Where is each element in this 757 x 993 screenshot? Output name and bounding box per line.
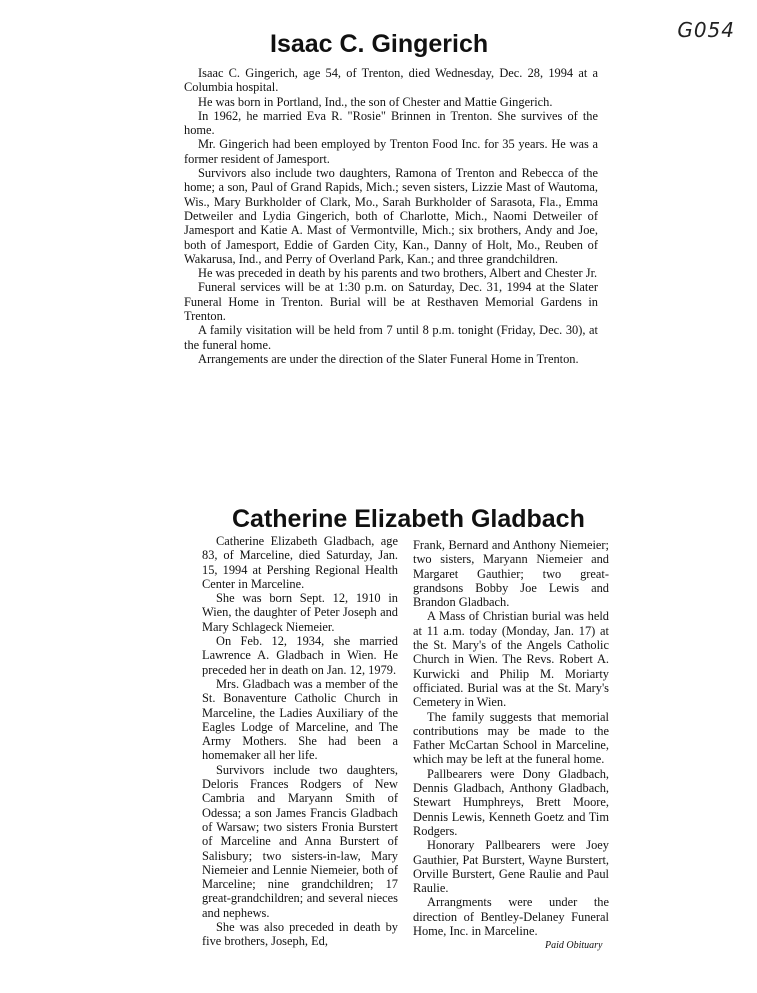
- obituary-1-paragraph: In 1962, he married Eva R. "Rosie" Brinnen in Trenton. She survives of the home.: [184, 108, 598, 138]
- handwritten-page-mark: G054: [677, 18, 735, 42]
- obituary-1-paragraph: Isaac C. Gingerich, age 54, of Trenton, died Wednesday, Dec. 28, 1994 at a Columbia hospital.: [184, 66, 598, 95]
- obituary-2-continuation: Frank, Bernard and Anthony Niemeier; two sisters, Maryann Niemeier and Margaret Gauthier; two great-grandsons Bobby Joe Lewis and Brandon Gladbach.: [413, 538, 609, 610]
- obituary-2-paragraph: Pallbearers were Dony Gladbach, Dennis Gladbach, Anthony Gladbach, Stewart Humphreys, Brett Moore, Dennis Lewis, Kenneth Goetz and Tim Rodgers.: [413, 766, 609, 838]
- obituary-2-paragraph: She was also preceded in death by five brothers, Joseph, Ed,: [202, 920, 398, 949]
- obituary-2-right-column: [413, 538, 609, 938]
- obituary-2-left-column: [202, 534, 398, 949]
- obituary-2-paragraph: The family suggests that memorial contributions may be made to the Father McCartan School in Marceline, which may be left at the funeral home.: [413, 709, 609, 767]
- obituary-1-headline: Isaac C. Gingerich: [270, 30, 489, 58]
- obituary-1-paragraph: Funeral services will be at 1:30 p.m. on Saturday, Dec. 31, 1994 at the Slater Funeral Home in Trenton. Burial will be at Resthaven Memorial Gardens in Trenton.: [184, 280, 598, 324]
- obituary-2-paragraph: She was born Sept. 12, 1910 in Wien, the daughter of Peter Joseph and Mary Schlageck Niemeier.: [202, 591, 398, 634]
- paid-obituary-credit: Paid Obituary: [545, 940, 603, 951]
- obituary-2-paragraph: Survivors include two daughters, Deloris Frances Rodgers of New Cambria and Maryann Smith of Odessa; a son James Francis Gladbach of Warsaw; two sisters Fronia Burstert of Marceline and Anna Burstert of Salisbury; two sisters-in-law, Mary Niemeier and Lennie Niemeier, both of Marceline; nine grandchildren; 17 great-grandchildren; and several nieces and nephews.: [202, 762, 398, 920]
- obituary-1-body: [184, 66, 598, 366]
- obituary-2-paragraph: A Mass of Christian burial was held at 11 a.m. today (Monday, Jan. 17) at the St. Mary's of the Angels Catholic Church in Wien. The Revs. Robert A. Kurwicki and Philip M. Moriarty officiated. Burial was at the St. Mary's Cemetery in Wien.: [413, 609, 609, 710]
- obituary-2-paragraph: Catherine Elizabeth Gladbach, age 83, of Marceline, died Saturday, Jan. 15, 1994 at Pershing Regional Health Center in Marceline.: [202, 534, 398, 591]
- obituary-2-paragraph: Honorary Pallbearers were Joey Gauthier, Pat Burstert, Wayne Burstert, Orville Burstert, Gene Raulie and Paul Raulie.: [413, 838, 609, 896]
- obituary-2-headline: Catherine Elizabeth Gladbach: [232, 505, 585, 533]
- obituary-2-paragraph: On Feb. 12, 1934, she married Lawrence A. Gladbach in Wien. He preceded her in death on Jan. 12, 1979.: [202, 634, 398, 677]
- obituary-1-paragraph: Arrangements are under the direction of the Slater Funeral Home in Trenton.: [198, 351, 579, 366]
- obituary-1-paragraph: He was born in Portland, Ind., the son of Chester and Mattie Gingerich.: [198, 94, 553, 109]
- obituary-2-paragraph: Arrangments were under the direction of Bentley-Delaney Funeral Home, Inc. in Marceline.: [413, 895, 609, 939]
- obituary-1-paragraph: Mr. Gingerich had been employed by Trenton Food Inc. for 35 years. He was a former resident of Jamesport.: [184, 137, 598, 166]
- obituary-1-paragraph: Survivors also include two daughters, Ramona of Trenton and Rebecca of the home; a son, Paul of Grand Rapids, Mich.; seven sisters, Lizzie Mast of Wautoma, Wis., Mary Burkholder of Clark, Mo., Sarah Burkholder of Sarasota, Fla., Emma Detweiler and Lydia Gingerich, both of Charlotte, Mich., Naomi Detweiler of Jamesport and Katie A. Mast of Vermontville, Mich.; six brothers, Andy and Joe, both of Jamesport, Eddie of Garden City, Kan., Danny of Holt, Mo., Reuben of Wakarusa, Ind., and Perry of Overland Park, Kan.; and three grandchildren.: [184, 166, 598, 266]
- obituary-1-paragraph: A family visitation will be held from 7 until 8 p.m. tonight (Friday, Dec. 30), at the funeral home.: [184, 323, 598, 352]
- obituary-2-paragraph: Mrs. Gladbach was a member of the St. Bonaventure Catholic Church in Marceline, the Ladies Auxiliary of the Eagles Lodge of Marceline, and The Army Mothers. She had been a homemaker all her life.: [202, 676, 398, 763]
- obituary-1-paragraph: He was preceded in death by his parents and two brothers, Albert and Chester Jr.: [198, 266, 598, 281]
